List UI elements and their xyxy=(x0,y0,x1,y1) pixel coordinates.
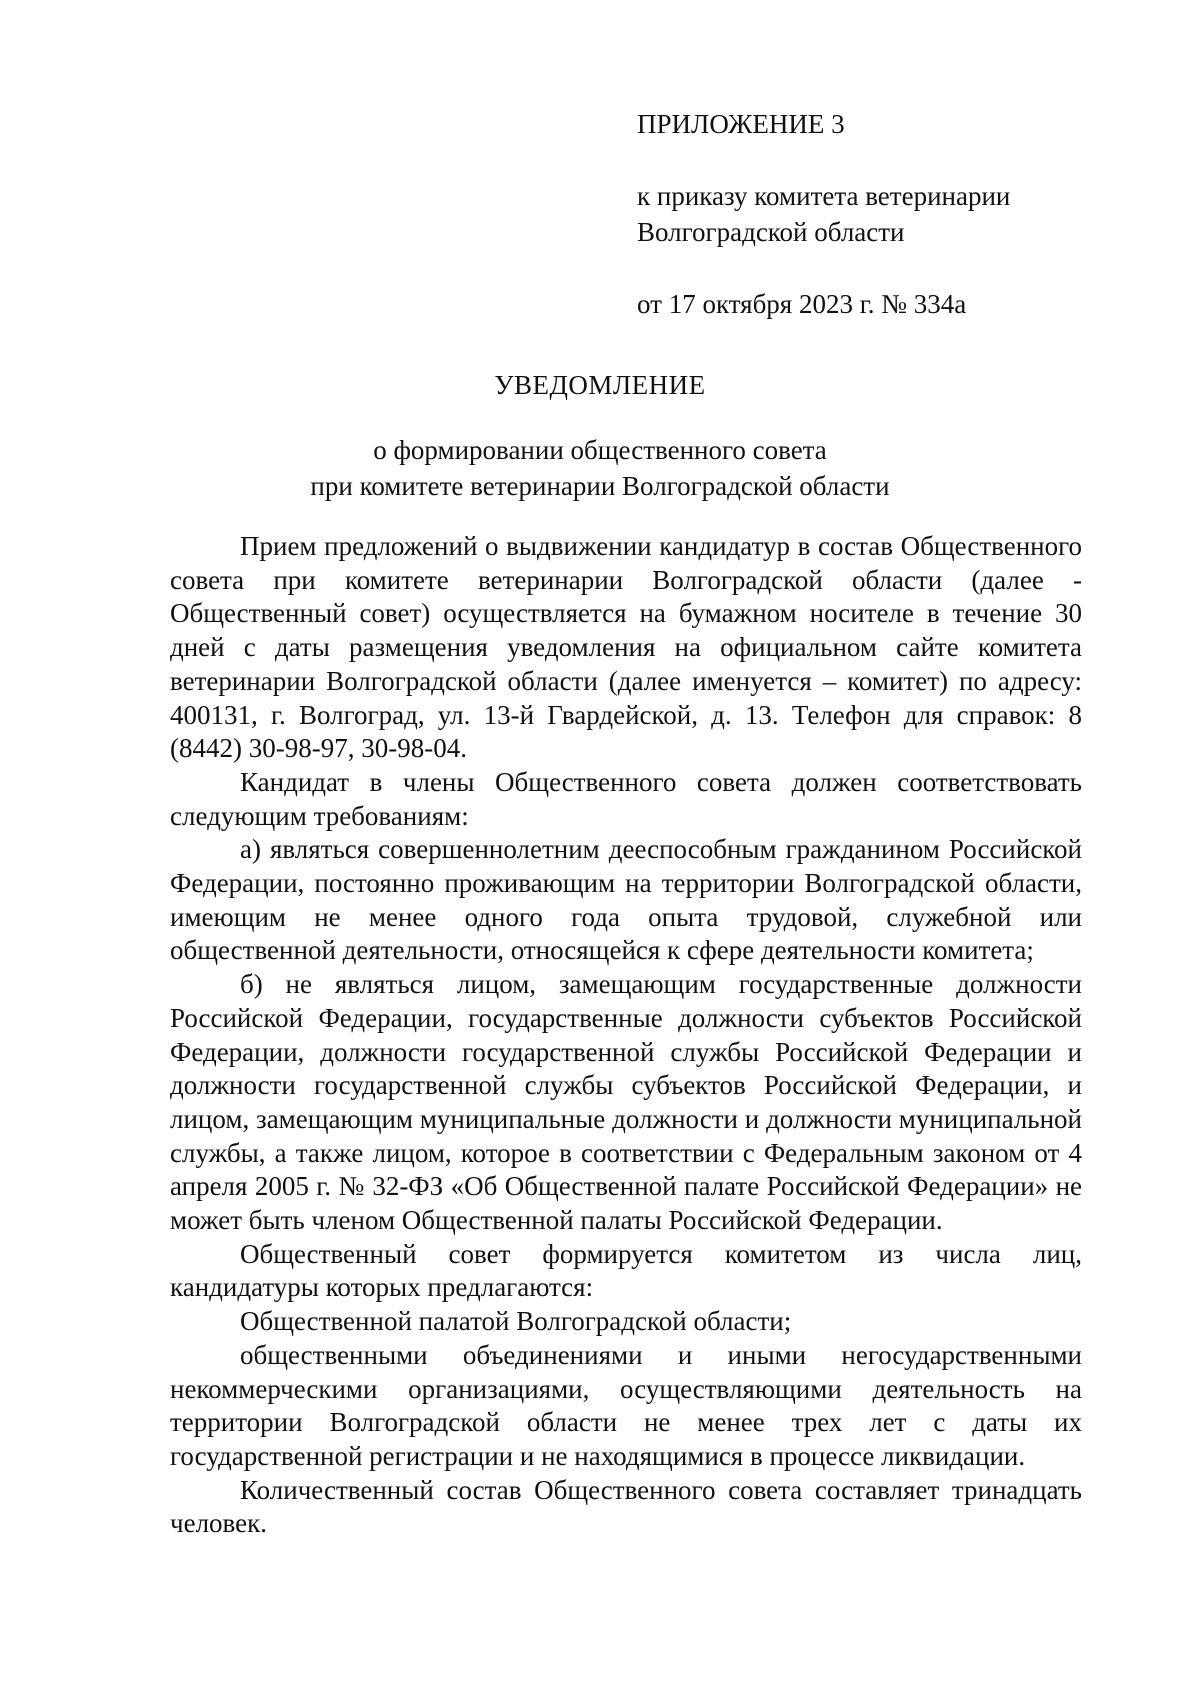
paragraph-nominator-1: Общественной палатой Волгоградской области; xyxy=(240,1306,792,1337)
order-reference-line2: Волгоградской области xyxy=(637,217,905,247)
spacer xyxy=(637,250,1010,286)
subtitle-line2: при комитете ветеринарии Волгоградской области xyxy=(310,471,890,501)
paragraph-submission: Прием предложений о выдвижении кандидатур в состав Общественного совета при комитете ветеринарии Волгоградской области (далее - Общественный совет) осуществляется на бумажном носителе в течение 30 дней с даты размещения уведомления на официальном сайте комитета ветеринарии Волгоградской области (далее именуется – комитет) по адресу: 400131, г. Волгоград, ул. 13-й Гвардейской, д. 13. Телефон для справок: 8 (8442) 30-98-97, 30-98-04. xyxy=(170,531,1082,764)
appendix-block xyxy=(637,106,1010,322)
paragraph-nominator-2: общественными объединениями и иными негосударственными некоммерческими организациями, осуществляющими деятельность на территории Волгоградской области не менее трех лет с даты их государственной регистрации и не находящимися в процессе ликвидации. xyxy=(170,1339,1082,1471)
paragraph-composition: Количественный состав Общественного совета составляет тринадцать человек. xyxy=(170,1474,1082,1539)
order-reference-line1: к приказу комитета ветеринарии xyxy=(637,181,1011,211)
paragraph-requirements: Кандидат в члены Общественного совета должен соответствовать следующим требованиям: xyxy=(170,766,1082,831)
appendix-number: ПРИЛОЖЕНИЕ 3 xyxy=(637,109,845,139)
order-date: от 17 октября 2023 г. № 334а xyxy=(637,289,967,319)
document-subtitle xyxy=(0,432,1200,504)
document-body xyxy=(170,530,1082,1541)
subtitle-line1: о формировании общественного совета xyxy=(373,435,827,465)
document-title: УВЕДОМЛЕНИЕ xyxy=(494,370,706,400)
paragraph-formation: Общественный совет формируется комитетом из числа лиц, кандидатуры которых предлагаются: xyxy=(170,1238,1082,1303)
spacer xyxy=(637,142,1010,178)
paragraph-requirement-a: а) являться совершеннолетним дееспособным гражданином Российской Федерации, постоянно проживающим на территории Волгоградской области, имеющим не менее одного года опыта трудовой, служебной или общественной деятельности, относящейся к сфере деятельности комитета; xyxy=(170,834,1082,966)
paragraph-requirement-b: б) не являться лицом, замещающим государственные должности Российской Федерации, государственные должности субъектов Российской Федерации, должности государственной службы Российской Федерации и должности государственной службы субъектов Российской Федерации, и лицом, замещающим муниципальные должности и должности муниципальной службы, а также лицом, которое в соответствии с Федеральным законом от 4 апреля 2005 г. № 32-ФЗ «Об Общественной палате Российской Федерации» не может быть членом Общественной палаты Российской Федерации. xyxy=(170,969,1082,1236)
